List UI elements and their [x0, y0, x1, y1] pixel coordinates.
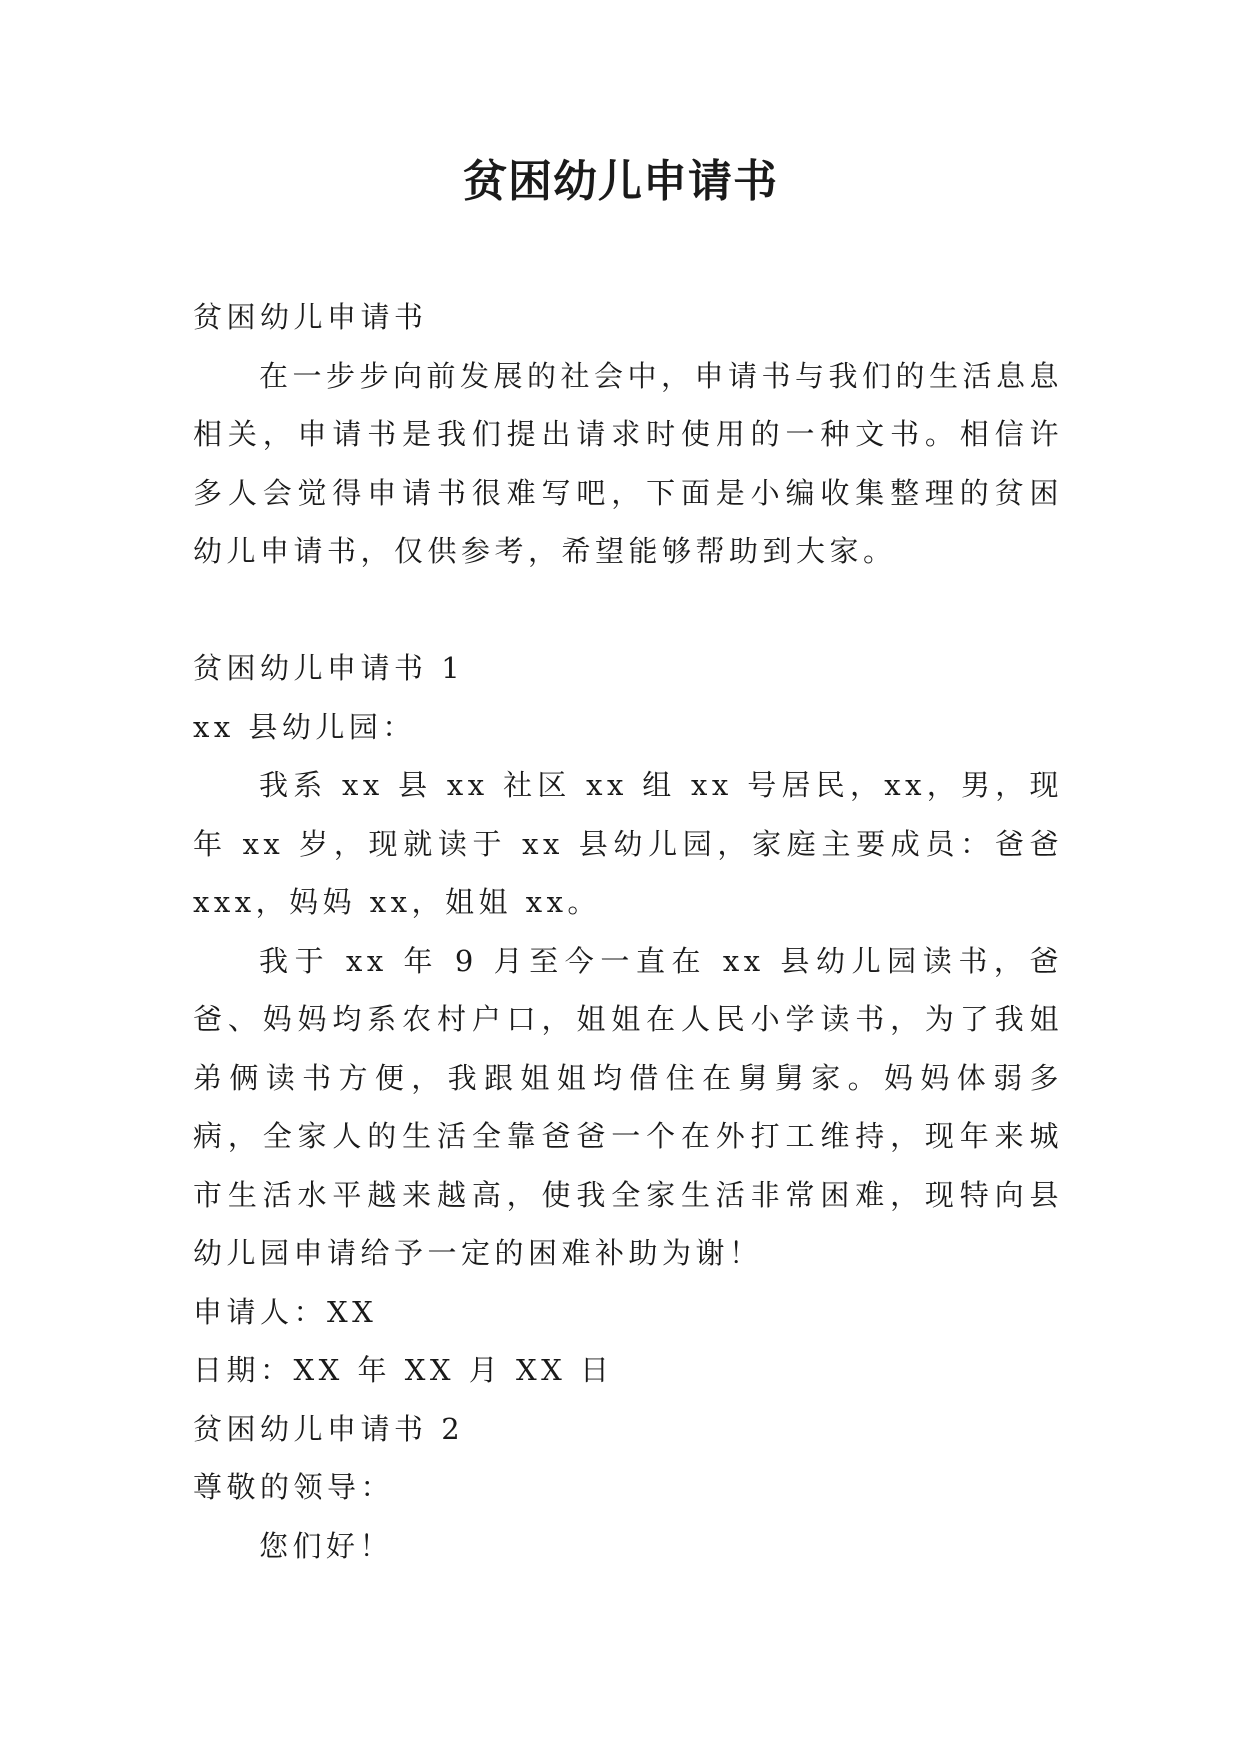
intro-paragraph: 在一步步向前发展的社会中，申请书与我们的生活息息相关，申请书是我们提出请求时使用的一种文书。相信许多人会觉得申请书很难写吧，下面是小编收集整理的贫困幼儿申请书，仅供参考，希望能够帮助到大家。	[193, 358, 1064, 568]
document-subtitle: 贫困幼儿申请书	[193, 300, 428, 334]
letter1-date: 日期：XX 年 XX 月 XX 日	[193, 1353, 614, 1387]
document-title: 贫困幼儿申请书	[463, 156, 778, 207]
letter2-heading: 贫困幼儿申请书 2	[193, 1411, 465, 1446]
letter1-applicant: 申请人：XX	[193, 1294, 378, 1329]
letter1-paragraph-1: 我系 xx 县 xx 社区 xx 组 xx 号居民，xx，男，现年 xx 岁，现就读于 xx 县幼儿园，家庭主要成员：爸爸 xxx，妈妈 xx，姐姐 xx。	[193, 768, 1063, 919]
letter2-greeting: 您们好！	[259, 1528, 394, 1563]
letter1-heading: 贫困幼儿申请书 1	[193, 651, 465, 685]
paragraph-spacer	[193, 581, 1063, 640]
letter1-paragraph-2: 我于 xx 年 9 月至今一直在 xx 县幼儿园读书，爸爸、妈妈均系农村户口，姐姐在人民小学读书，为了我姐弟俩读书方便，我跟姐姐均借住在舅舅家。妈妈体弱多病，全家人的生活全靠爸爸一个在外打工维持，现年来城市生活水平越来越高，使我全家生活非常困难，现特向县幼儿园申请给予一定的困难补助为谢！	[193, 943, 1063, 1270]
letter1-salutation: xx 县幼儿园：	[193, 709, 416, 744]
document-body	[193, 288, 1063, 1575]
letter2-salutation: 尊敬的领导：	[193, 1470, 395, 1504]
